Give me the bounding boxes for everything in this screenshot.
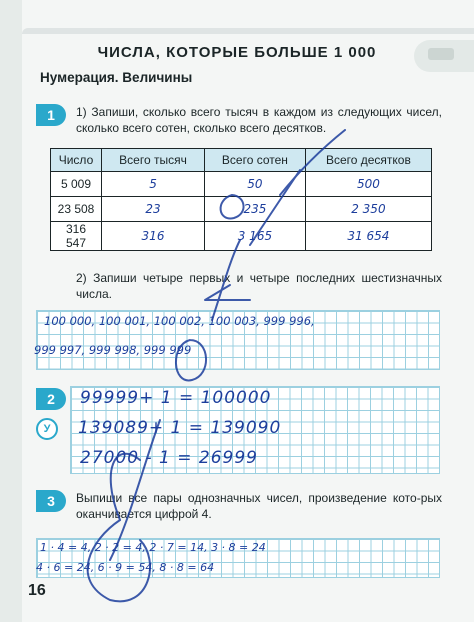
handwritten-equation: 139089+ 1 = 139090: [78, 418, 282, 438]
table-cell-answer: 235: [205, 197, 306, 222]
table-row: [51, 172, 432, 197]
table-row: [51, 197, 432, 222]
handwritten-equation: 27000 - 1 = 26999: [80, 448, 258, 468]
task-3-instruction: Выпиши все пары однозначных чисел, произведение кото-рых оканчивается цифрой 4.: [76, 491, 442, 521]
table-cell-answer: 31 654: [305, 222, 431, 251]
page-top-edge: [22, 28, 474, 34]
task-1-instruction: 1) Запиши, сколько всего тысяч в каждом из следующих чисел, сколько всего сотен, сколько всего десятков.: [76, 105, 442, 135]
table-header-cell: Число: [51, 149, 102, 172]
table-cell-answer: 50: [205, 172, 306, 197]
table-header-cell: Всего тысяч: [102, 149, 205, 172]
table-cell-number: 5 009: [51, 172, 102, 197]
task-2-number: 2: [36, 388, 66, 410]
table-cell-answer: 3 165: [205, 222, 306, 251]
u-badge: У: [36, 418, 58, 440]
table-header-row: [51, 149, 432, 172]
page-number: 16: [28, 582, 46, 599]
table-cell-answer: 5: [102, 172, 205, 197]
table-row: [51, 222, 432, 251]
table-header-cell: Всего десятков: [305, 149, 431, 172]
table-cell-answer: 2 350: [305, 197, 431, 222]
numbers-table: [50, 148, 432, 251]
page-left-margin: [0, 0, 22, 622]
table-cell-number: 316 547: [51, 222, 102, 251]
table-cell-answer: 500: [305, 172, 431, 197]
table-header-cell: Всего сотен: [205, 149, 306, 172]
table-cell-answer: 316: [102, 222, 205, 251]
handwritten-answer: 999 997, 999 998, 999 999: [34, 343, 192, 357]
table-cell-number: 23 508: [51, 197, 102, 222]
page-title: ЧИСЛА, КОТОРЫЕ БОЛЬШЕ 1 000: [97, 44, 377, 61]
handwritten-answer: 1 · 4 = 4, 2 · 2 = 4, 2 · 7 = 14, 3 · 8 = 24: [40, 541, 266, 554]
section-subtitle: Нумерация. Величины: [40, 70, 193, 85]
table-cell-answer: 23: [102, 197, 205, 222]
task-1-number: 1: [36, 104, 66, 126]
task-3-number: 3: [36, 490, 66, 512]
handwritten-answer: 100 000, 100 001, 100 002, 100 003, 999 996,: [44, 314, 315, 328]
handwritten-answer: 4 · 6 = 24, 6 · 9 = 54, 8 · 8 = 64: [36, 561, 215, 574]
handwritten-equation: 99999+ 1 = 100000: [80, 388, 272, 408]
task-1-instruction-2: 2) Запиши четыре первых и четыре последних шестизначных числа.: [76, 271, 442, 301]
